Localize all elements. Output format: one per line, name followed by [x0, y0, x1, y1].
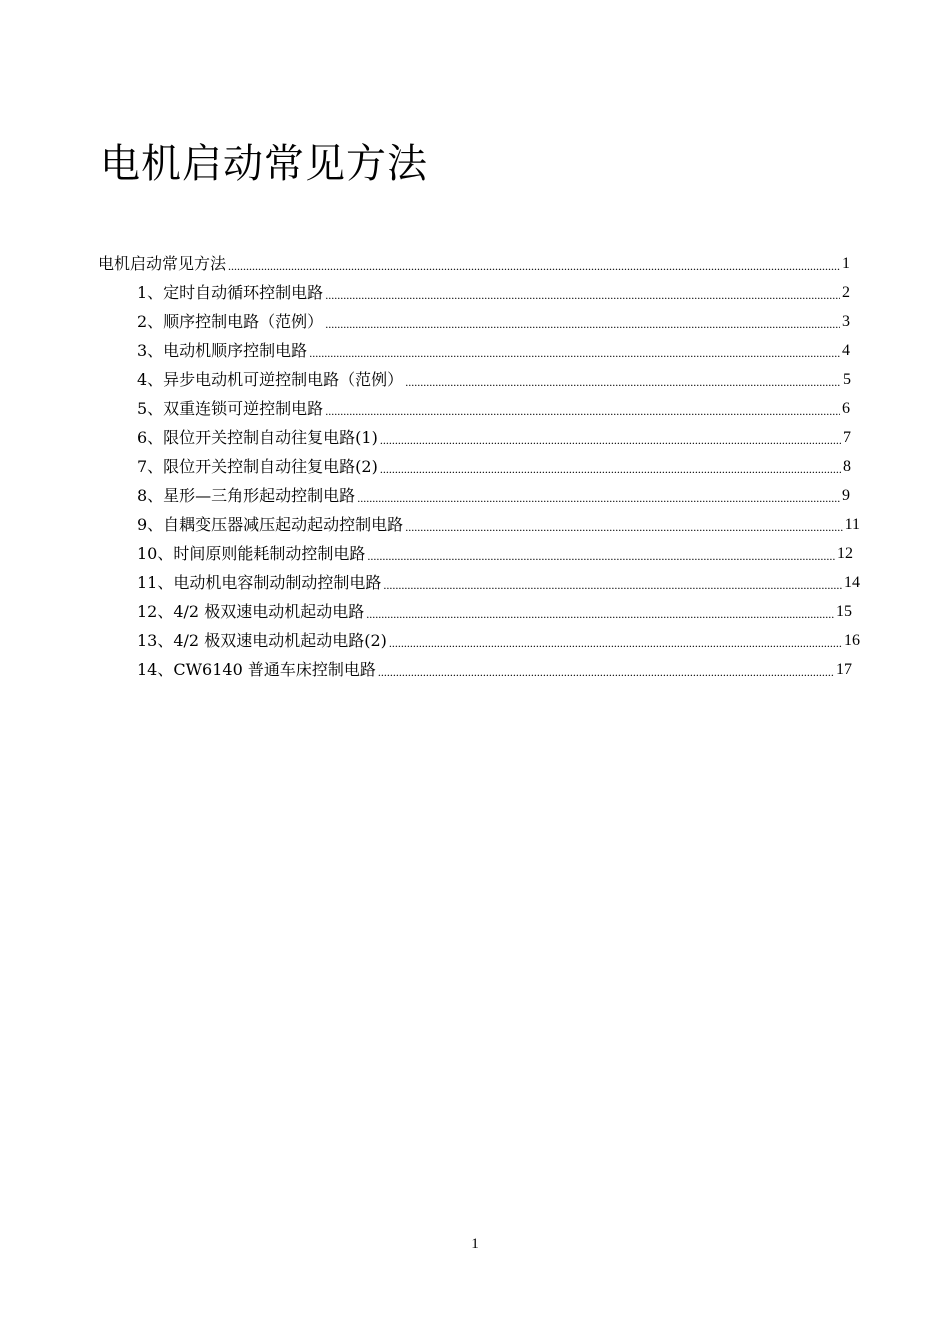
page-number: 1 — [471, 1236, 479, 1252]
toc-entry-page: 12 — [837, 545, 853, 562]
toc-leader-dots — [389, 635, 842, 651]
toc-leader-dots — [309, 345, 840, 361]
toc-leader-dots — [228, 258, 840, 274]
page-title: 电机启动常见方法 — [100, 141, 428, 187]
toc-entry[interactable] — [137, 480, 850, 506]
toc-entry-label: 14、CW6140 普通车床控制电路 — [137, 660, 376, 679]
toc-entry[interactable] — [137, 393, 850, 419]
toc-entry[interactable] — [98, 248, 850, 274]
toc-entry[interactable] — [137, 364, 851, 390]
toc-leader-dots — [378, 664, 834, 680]
toc-entry-page: 8 — [843, 458, 851, 475]
toc-entry-page: 11 — [844, 516, 860, 533]
toc-entry-page: 5 — [843, 371, 851, 388]
toc-entry[interactable] — [137, 277, 850, 303]
toc-leader-dots — [380, 432, 841, 448]
toc-entry-page: 2 — [842, 284, 850, 301]
toc-entry-label: 6、限位开关控制自动往复电路(1) — [137, 428, 378, 447]
toc-entry[interactable] — [137, 306, 850, 332]
toc-entry-label: 8、星形—三角形起动控制电路 — [137, 486, 356, 505]
toc-entry-page: 15 — [836, 603, 852, 620]
toc-entry[interactable] — [137, 451, 851, 477]
toc-leader-dots — [383, 577, 842, 593]
toc-leader-dots — [325, 403, 840, 419]
toc-entry[interactable] — [137, 625, 860, 651]
toc-entry-label: 1、定时自动循环控制电路 — [137, 283, 324, 302]
toc-leader-dots — [366, 606, 834, 622]
toc-entry-page: 4 — [842, 342, 850, 359]
toc-entry-label: 9、自耦变压器减压起动起动控制电路 — [137, 515, 404, 534]
toc-leader-dots — [325, 316, 840, 332]
toc-entry-label: 2、顺序控制电路（范例） — [137, 312, 324, 331]
toc-entry[interactable] — [137, 567, 860, 593]
toc-entry[interactable] — [137, 335, 850, 361]
toc-leader-dots — [405, 519, 842, 535]
toc-entry-page: 3 — [842, 313, 850, 330]
toc-entry[interactable] — [137, 509, 860, 535]
toc-entry-page: 7 — [843, 429, 851, 446]
toc-entry-label: 3、电动机顺序控制电路 — [137, 341, 308, 360]
toc-entry-page: 9 — [842, 487, 850, 504]
toc-entry-label: 电机启动常见方法 — [98, 254, 227, 273]
toc-entry-label: 13、4/2 极双速电动机起动电路(2) — [137, 631, 387, 650]
toc-entry-label: 7、限位开关控制自动往复电路(2) — [137, 457, 378, 476]
toc-entry[interactable] — [137, 596, 852, 622]
toc-entry-label: 4、异步电动机可逆控制电路（范例） — [137, 370, 404, 389]
toc-entry-page: 14 — [844, 574, 860, 591]
toc-leader-dots — [405, 374, 841, 390]
toc-entry-page: 16 — [844, 632, 860, 649]
toc-entry-label: 10、时间原则能耗制动控制电路 — [137, 544, 366, 563]
toc-entry-label: 5、双重连锁可逆控制电路 — [137, 399, 324, 418]
toc-entry[interactable] — [137, 654, 852, 680]
toc-entry[interactable] — [137, 538, 853, 564]
toc-entry-page: 6 — [842, 400, 850, 417]
toc-entry[interactable] — [137, 422, 851, 448]
toc-leader-dots — [380, 461, 841, 477]
toc-entry-page: 17 — [836, 661, 852, 678]
toc-entry-page: 1 — [842, 255, 850, 272]
toc-leader-dots — [325, 287, 840, 303]
toc-leader-dots — [367, 548, 835, 564]
toc-entry-label: 11、电动机电容制动制动控制电路 — [137, 573, 382, 592]
toc-leader-dots — [357, 490, 840, 506]
toc-entry-label: 12、4/2 极双速电动机起动电路 — [137, 602, 365, 621]
